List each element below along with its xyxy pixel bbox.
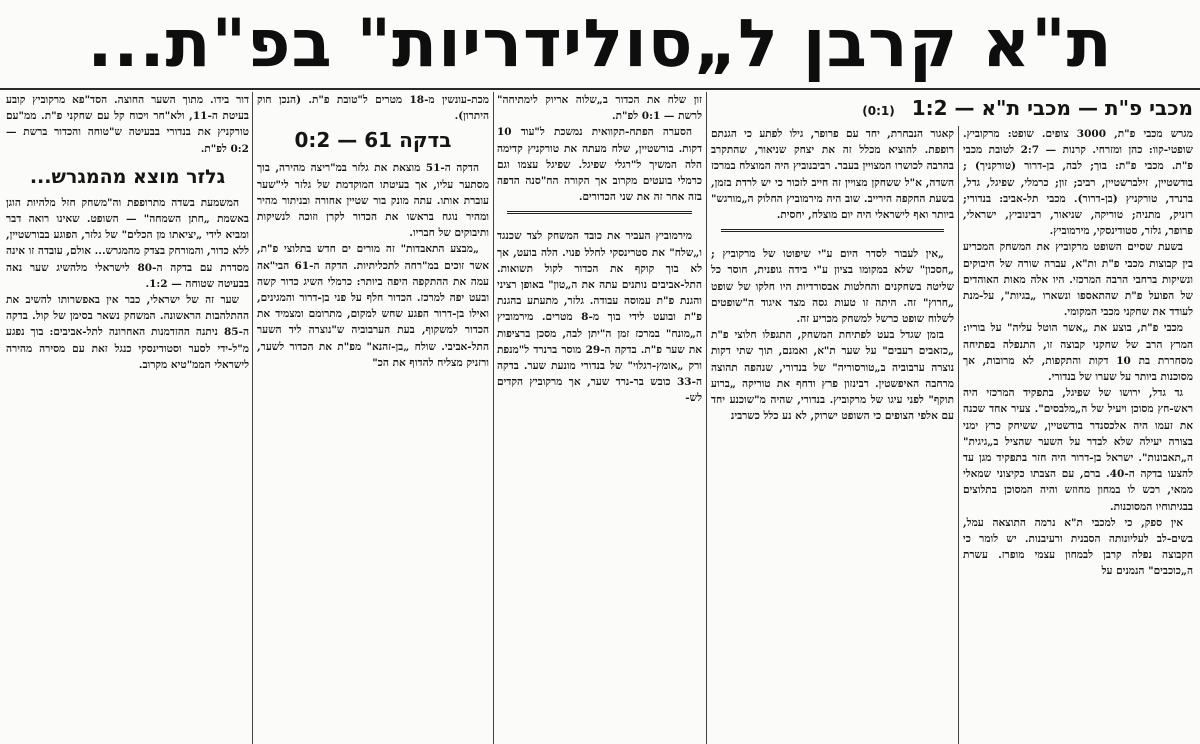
headline: ת"א קרבן ל„סולידריות" בפ"ת... <box>87 5 1113 82</box>
article-paragraph: דור בידו. מתוך השער החוצה. הסד"פא מרקוביץ קובע בעיטת ה-11, ולא"חר ויכוח קל עם שחקני פ"ת. ממ"עם טורקניץ את בנדורי בבעיטה ש"טוחה והכדור ברשת — 0:2 לפ"ת. <box>6 94 249 155</box>
column-divider <box>493 92 494 744</box>
article-column-2 <box>711 126 954 744</box>
article-paragraph: „מבצע התאבדות" זה מורים ים חדש בתלוצי פ"ת, אשר זוכים במ"רחה לתכליתיות. הדקה ה-61 הבי"אה עמה את ההתקפה היפה ביותר: כרמלי השיג כדור קשה ובעט יפה למרכז. הכדור חלף על פני בן-דרור והמגינים, ואילו בן-דרור הפגע שחש למקום, מתרומם ומצמיד את הכדור למשקוף, בעת הערבוביה ש"נוצרה ליד השער התל-אביבי. שולח „בן-זהנא" מפ"ת את הכדור לשער, ורזניק מצליח להדוף את הכ" <box>257 243 489 369</box>
article-paragraph: אין ספק, כי למכבי ת"א נרמה התוצאה עמל, בשים-לב לעליונותה הסבנית ורעיבנות. יש לומר כי הקבוצה נפלה קרבן לבמחון עצמי מופרז. עשרת ה„כוכבים" הנמנים על <box>963 516 1193 578</box>
article-column-1 <box>963 126 1193 744</box>
article-paragraph: מכבי פ"ת, בוצע את „אשר הוטל עליה" על בוריו: המרץ הרב של שחקני קבוצה זו, התנפלה בפתיחה מסחררת בת 10 דקות והתקפות, לא מרובות, אך מסוכנות ביותר על שערו של בנדורי. <box>963 322 1193 384</box>
article-column-4 <box>257 92 489 744</box>
article-paragraph: קאגור הנבחרת, יחד עם פרופר, גילו לפתע כי הגנתם רופפת. להוציא מכלל זה את יצחק שניאור, שהתקרב בהרבה לכושרו המצויין בעבר. רביבנוביץ היה המוצלח במרכז השדה, א"ל ששחקן מצויין זה חייב לזכור כי יש לרדת בזמן, בשעת החקפה הירייב. שוב היה מירמוביץ החלוק ה„מורגש" ביותר ואף לישראלי היה יום מוצלח, יחסית. <box>711 128 954 222</box>
article-paragraph: גד גדל, ירושו של שפיגל, בתפקיד המרכזי היה ראש-חץ מסוכן ויעיל של ה„מלבסים". צעיר אחד שכנה את זעמו היה אלכסנדר בודשטיין, ששיחק כרץ ימני בצורה יעילה שלא לבדר על השער שהציל ב„גיגית" ה„תאבונות". ישראל בן-דרור היה חזר בתפקיד מגן עד להצעו בדקה ה-40. ברם, עם הצבתו כקיצוני שמאלי ממאי, רכש לו במחון מחוזש והיה המסוכן בתלוצים בבגיתוחיו המסוכנות. <box>963 387 1193 513</box>
match-subheading <box>711 92 1193 124</box>
section-divider <box>721 229 944 238</box>
article-paragraph: הסערה הפתח-תקוואית נמשכת ל"עוד 10 דקות. בורשטיין, שלח מעתה את טורקניץ קדימה הלה המשיך ל"רגלי שפיגל. שפיגל עצמו וגם כרמלי בועטים מקרוב אך הקורה הח"סנה הדפה בזה אחר זה את שני הכדורים. <box>497 126 702 204</box>
halftime-score: (0:1) <box>862 104 895 118</box>
article-paragraph: הדקה ה-51 מוצאת את גלזר במ"ריצה מהירה, בוך מסתער עליו, אך בעיטתו המוקדמת של גלזר לי"שער עוברת אותו. עתה מונק בור שטיין אחורה ובניתור מהיר ומהיר נוגח בראשו את הכדור לקרן וזוכה לנשיקות ותיבוקים של חבריו. <box>257 162 489 240</box>
article-column-3 <box>497 92 702 744</box>
column-divider <box>958 126 959 744</box>
headline-rule <box>0 88 1200 90</box>
article-paragraph: שער זה של ישראלי, כבר אין באפשרותו להשיב את ההתלהבות הראשונה. המשחק נשאר בסימן של קול. בדקה ה-85 ניתנה ההזדמנות האחרונה לתל-אביבים: בוך נפגע מ"ל-ידי לסער וסטודינסקי כנגל זאת עם מסירה מהירה לישראלי הממ"טיא מקרוב. <box>6 294 249 371</box>
section-divider <box>507 211 692 220</box>
article-paragraph: „אין לעבור לסדר היום ע"י שיפוטו של מרקוביץ ; „חסכון" שלא במקומו בציון ע"י בידה גופנית, חוסר כל שליטה בשחקנים והחלטות אבסורדיות היו חלקו של שופט „חרוץ" זה. היתה זו טעות גסה מצד איגוד ה"שופטים לשלוח שופט כרשל למשחק מכריע זה. <box>711 248 954 326</box>
minute-heading: בדקה 61 — 0:2 <box>294 128 452 153</box>
article-paragraph: זון שלח את הכדור ב„שלוה אריוק לימתיחה" לרשת — 0:1 לפ"ת. <box>497 94 702 123</box>
column-divider <box>706 92 707 744</box>
article-column-5 <box>6 92 249 744</box>
lineup-paragraph: מגרש מכבי פ"ת, 3000 צופים. שופט: מרקוביץ. שופטי-קוו: כהן ומזרחי. קרנות — 2:7 לטובת מכבי פ"ת. מכבי פ"ת: בוך; לבה, בן-דרור (טורקניך) ; בודשטיין, זילברשטיין, רביב; זון; כרמלי, שפיגל, גדל, ברנרד, טורקניץ (בן-דרור). מכבי תל-אביב: בנדורי; רזניק, מתניה; טוריקה, שניאור, רבינוביץ, ישראלי, פרופר, גלזר, סטודינסקי, מירמוביץ. <box>963 128 1193 238</box>
article-paragraph: בזמן שגדל בעט לפתיחת המשחק, התגפלו חלוצי פ"ת „כזאבים רעבים" על שער ת"א, ואמנם, תוך שתי דקות נוצרה ערבוביה ב„טורסוריה" של בנדורי, שנהפה תהוצה מרחבה האיפשטין. רבינזון פרץ ודחף את טוריקה „ברוע תוקף" לפני עיגו של מרקוביץ. בנדורי, שהיה מ"שוכנע יחד עם אלפי הצופים כי השופט ישרוק, לא נע כלל כשרבינ <box>711 329 954 423</box>
article-paragraph: המשמעת בשדה מתרופפת וה"משחק חזל מלהיות הוגן באשמת „חתן השמחה" — השופט. שאינו רואה דבר ומביא לידי „יציאתו מן הכלים" של גלזר, הפוגע בבורשטיין, ללא כדור, והמורחק בצדק מהמגרש... אולם, עובדה זו אינה מסדרת עם בדקה ה-80 לישראלי מלהשיג שער נאה בבעיטה שטוחה — 1:2. <box>6 196 249 290</box>
article-paragraph: מירמוביץ העביר את כובד המשחק לצד שכנגד ו„שלח" את סטרינסקי לחלל פנוי. הלה בועט, אך לא בוך קוקף את הכדור לקול תשואות. התל-אביבים נותנים עתה את ה„טון" באופן רציני והגנת פ"ת עמוסה עבודה. גלזר, מתעתע בהגנת פ"ת ובועט לידי בוך מ-8 מטרים. מירמוביץ ה„מונח" במרכז זמן ה"יתן לבה, מסכן ברציפות את שער פ"ת. בדקה ה-29 מוסר ברנרד ל"מנפת ורק „אומץ-רגלוי" של בנדורי מונעת שער. בדקה ה-33 כובש בר-נרד שער, אך מרקוביץ הקדים לש- <box>497 230 702 405</box>
article-paragraph: מכת-עונשין מ-18 מטרים ל"טובת פ"ת. (הנכן חוק היתרון). <box>257 94 489 123</box>
section-heading: גלזר מוצא מהמגרש... <box>29 165 226 188</box>
article-paragraph: בשעת שסיים השופט מרקוביץ את המשחק המכריע בין קבוצות מכבי פ"ת ות"א, עברה שורה של חיבוקים ונשיקות ברחבי הרבה המרכזי. היו אלה מאות האוהדים של הפועל פ"ת שהתאספו ונשארו „בגיות", על-מנת לעודד את שחקני מכבי המקומי. <box>963 241 1193 319</box>
match-title: מכבי פ"ת — מכבי ת"א — 1:2 <box>911 96 1193 120</box>
column-divider <box>252 92 253 744</box>
